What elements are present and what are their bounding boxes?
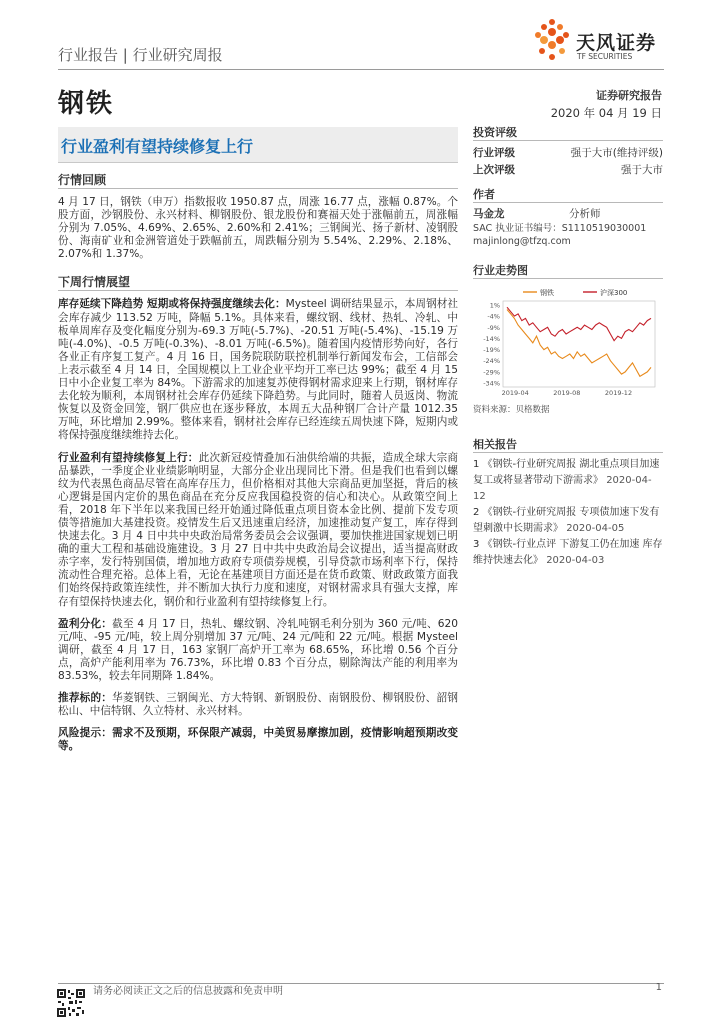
industry-rating-label: 行业评级	[473, 147, 515, 159]
logo-subtext: TF SECURITIES	[577, 52, 633, 61]
logo-mark-icon	[530, 18, 574, 62]
section-heading-outlook: 下周行情展望	[58, 273, 458, 291]
paragraph-body: Mysteel 调研结果显示，本周钢材社会库存减少 113.52 万吨，降幅 5.1%。具体来看，螺纹钢、线材、热轧、冷轧、中板单周库存及变化幅度分别为-69.3 万吨(-5.7%)、-20.51 万吨(-5.4%)、-15.19 万吨(-4.0%)、-0.5 万吨(-0.3%)、-8.01 万吨(-6.5%)。随着国内疫情形势向好，各行各业正有序复工复产。4 月 16 日，国务院联防联控机制举行新闻发布会，工信部会上表示截至 4 月 14 日，全国规模以上工业企业平均开工率已达 99%；截至 4 月 15 日中小企业复工率为 84%。下游需求的加速复苏使得钢材需求迎来上行期，钢材库存去化较为顺利，本周钢材社会库存仍延续下降趋势。与此同时，随着人员返岗、物流恢复以及资金回笼，钢厂供应也在逐步释放，本周五大品种钢厂合计产量 1012.35 万吨，环比增加 2.99%。整体来看，钢材社会库存已经连续五周快速下降，短期内或将保持强度继续维持去化。	[58, 298, 458, 442]
header-divider	[58, 69, 664, 70]
qr-code-icon	[56, 988, 86, 1018]
page-title: 钢铁	[58, 89, 115, 119]
legend-label: 钢铁	[540, 289, 554, 297]
legend-label: 沪深300	[600, 289, 628, 297]
review-paragraph: 4 月 17 日，钢铁（申万）指数报收 1950.87 点，周涨 16.77 点，涨幅 0.87%。个股方面，沙钢股份、永兴材料、柳钢股份、银龙股份和赛福天处于涨幅前五，周涨幅分别为 7.05%、4.69%、2.65%、2.60%和 2.41%；三钢闽光、扬子新材、凌钢股份、海南矿业和金洲管道处于跌幅前五，周跌幅分别为 5.54%、2.29%、2.18%、2.07%和 1.37%。	[58, 196, 458, 261]
paragraph-profit-recovery	[58, 452, 458, 609]
last-rating-label: 上次评级	[473, 164, 515, 176]
company-logo	[530, 18, 666, 64]
y-tick-label: -24%	[483, 357, 500, 366]
related-report-item[interactable]	[473, 537, 663, 569]
author-row	[473, 207, 663, 222]
y-tick-label: -29%	[483, 368, 500, 377]
related-report-item[interactable]	[473, 505, 663, 537]
paragraph-risk	[58, 727, 458, 753]
author-sac: SAC 执业证书编号：S1110519030001	[473, 223, 647, 234]
related-report-title: 1 《钢铁-行业研究周报 湖北重点项目加速复工或将显著带动下游需求》	[473, 459, 660, 486]
author-heading: 作者	[473, 186, 663, 203]
rating-heading: 投资评级	[473, 124, 663, 141]
related-heading: 相关报告	[473, 436, 663, 453]
industry-rating-row	[473, 145, 663, 162]
plot-frame	[503, 301, 655, 387]
paragraph-body: 此次新冠疫情叠加石油供给端的共振，造成全球大宗商品暴跌，一季度企业业绩影响明显，大部分企业出现同比下滑。但是我们也看到以螺纹为代表黑色商品尽管在高库存压力，但价格相对其他大宗商品更加坚挺，背后的核心逻辑是国内定价的黑色商品在充分反应我国稳投资的信心和决心。从政策空间上看，2018 年下半年以来我国已经开始通过降低重点项目资本金比例、提前下发专项债等措施加大基建投资。疫情发生后又迅速重启经济，加速推动复产复工，库存得到快速去化。3 月 4 日中共中央政治局常务委员会会议强调，要加快推进国家规划已明确的重大工程和基础设施建设。3 月 27 日中共中央政治局会议提出，适当提高财政赤字率，发行特别国债，增加地方政府专项债券规模，引导贷款市场利率下行，保持流动性合理充裕。总体上看，无论在基建项目方面还是在货币政策、财政政策方面我们始终保持政策连续性，并不断加大执行力度和速度，对钢材需求具有强大支撑，库存有望保持快速去化，钢价和行业盈利有望持续修复上行。	[58, 451, 459, 608]
x-tick-label: 2019-04	[501, 389, 529, 397]
paragraph-lead: 盈利分化：	[58, 617, 113, 630]
trend-heading: 行业走势图	[473, 262, 663, 279]
y-tick-label: 1%	[489, 301, 500, 310]
paragraph-body: 华菱钢铁、三钢闽光、方大特钢、新钢股份、南钢股份、柳钢股份、韶钢松山、中信特钢、久立特材、永兴材料。	[58, 692, 459, 718]
section-heading-review: 行情回顾	[58, 171, 458, 189]
main-content	[58, 171, 458, 762]
series-line	[507, 307, 651, 341]
chart-source: 资料来源：贝格数据	[473, 405, 550, 415]
y-tick-label: -34%	[483, 379, 500, 388]
y-tick-label: -19%	[483, 346, 500, 355]
related-report-date: 2020-04-12	[473, 475, 652, 502]
author-panel	[473, 186, 663, 248]
related-report-title: 3 《钢铁-行业点评 下游复工仍在加速 库存维持快速去化》	[473, 539, 663, 566]
x-tick-label: 2019-12	[604, 389, 633, 397]
trend-panel	[473, 262, 663, 415]
author-name: 马金龙	[473, 208, 505, 220]
paragraph-recommendations	[58, 692, 458, 718]
y-tick-label: -14%	[483, 334, 500, 343]
last-rating-value: 强于大市	[621, 164, 663, 176]
trend-chart-svg	[473, 283, 663, 401]
page-number: 1	[655, 982, 662, 993]
footer-disclaimer: 请务必阅读正文之后的信息披露和免责申明	[93, 986, 283, 997]
report-date: 2020 年 04 月 19 日	[550, 106, 662, 120]
report-type: 证券研究报告	[596, 89, 662, 102]
related-report-date: 2020-04-05	[566, 523, 625, 534]
series-line	[507, 310, 651, 377]
author-email[interactable]: majinlong@tfzq.com	[473, 236, 571, 247]
logo-text: 天风证券	[576, 32, 657, 54]
report-category: 行业报告 | 行业研究周报	[58, 46, 223, 64]
y-tick-label: -9%	[487, 323, 500, 332]
rating-panel	[473, 124, 663, 179]
author-role: 分析师	[569, 208, 601, 220]
related-report-title: 2 《钢铁-行业研究周报 专项债加速下发有望刺激中长期需求》	[473, 507, 660, 534]
headline-banner	[58, 127, 458, 163]
trend-chart	[473, 283, 663, 401]
last-rating-row	[473, 162, 663, 179]
industry-rating-value: 强于大市(维持评级)	[570, 147, 663, 159]
paragraph-lead: 行业盈利有望持续修复上行：	[58, 451, 199, 464]
related-report-item[interactable]	[473, 457, 663, 505]
paragraph-body: 截至 4 月 17 日，热轧、螺纹钢、冷轧吨钢毛利分别为 360 元/吨、620 元/吨、-95 元/吨，较上周分别增加 37 元/吨、24 元/吨和 22 元/吨。根据 Mysteel 调研，截至 4 月 17 日，163 家钢厂高炉开工率为 68.65%，环比增 0.56 个百分点，高炉产能利用率为 76.73%，环比增 0.83 个百分点，剔除淘汰产能的利用率为 83.53%，较去年同期降 1.84%。	[58, 617, 459, 682]
related-panel	[473, 436, 663, 569]
paragraph-lead: 推荐标的：	[58, 692, 113, 705]
related-report-date: 2020-04-03	[546, 555, 605, 566]
paragraph-lead: 库存延续下降趋势 短期或将保持强度继续去化：	[58, 298, 286, 311]
y-tick-label: -4%	[487, 312, 500, 321]
paragraph-inventory	[58, 298, 458, 442]
x-tick-label: 2019-08	[553, 389, 581, 397]
headline: 行业盈利有望持续修复上行	[61, 137, 254, 156]
paragraph-lead: 风险提示：需求不及预期，环保限产减弱，中美贸易摩擦加剧，疫情影响超预期改变等。	[58, 727, 458, 753]
paragraph-profit-divergence	[58, 618, 458, 683]
